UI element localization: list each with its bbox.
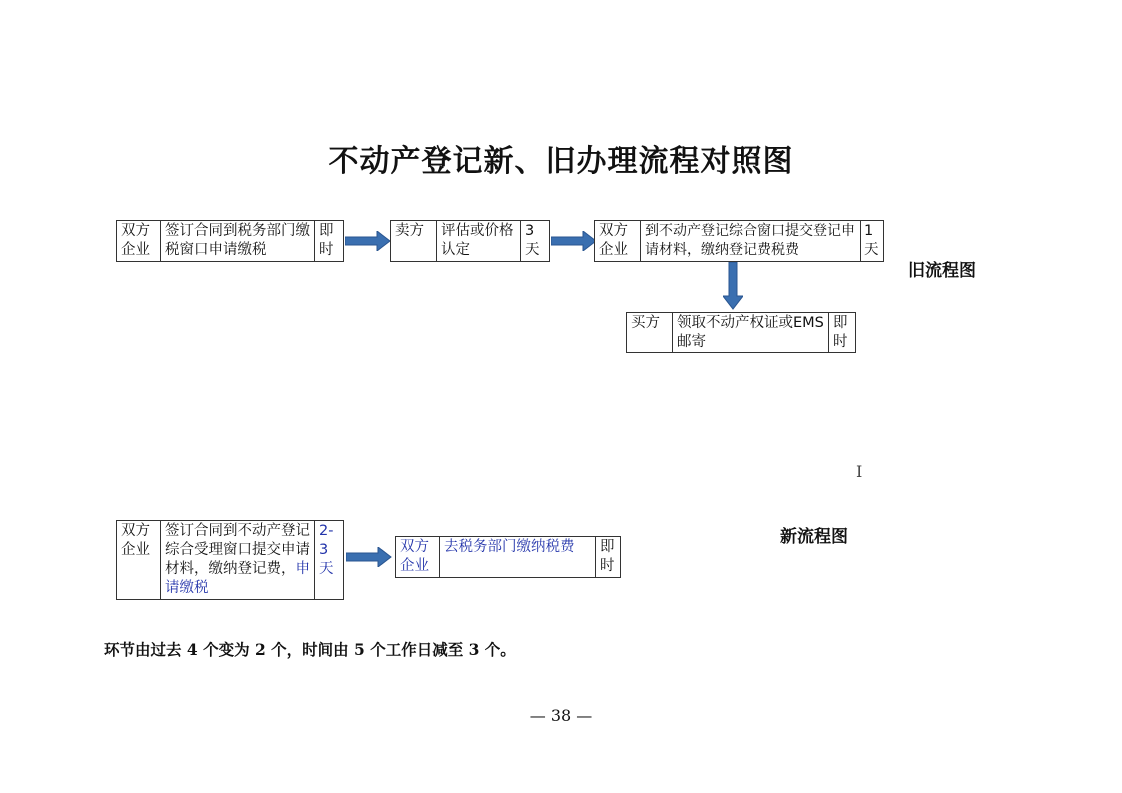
- new-flow-label: 新流程图: [780, 527, 848, 547]
- arrow-right-icon: [345, 231, 391, 251]
- step-time: 3天: [525, 223, 540, 258]
- step-actor: 双方企业: [117, 521, 161, 599]
- arrow-right-icon: [551, 231, 597, 251]
- new-step-2: [395, 536, 621, 578]
- step-time: 1天: [864, 223, 879, 258]
- old-step-2: [390, 220, 550, 262]
- step-action: 到不动产登记综合窗口提交登记申请材料，缴纳登记费税费: [641, 221, 861, 261]
- old-flow-label: 旧流程图: [908, 261, 976, 281]
- step-action: 签订合同到税务部门缴税窗口申请缴税: [161, 221, 315, 261]
- step-actor: 买方: [627, 313, 673, 352]
- step-action-text: 签订合同到不动产登记综合受理窗口提交申请材料，缴纳登记费，: [165, 523, 310, 577]
- step-actor: 双方企业: [117, 221, 161, 261]
- old-step-1: [116, 220, 344, 262]
- step-actor: 卖方: [391, 221, 437, 261]
- page-number: — 38 —: [529, 706, 593, 725]
- step-time: 即时: [319, 223, 334, 258]
- page-title: 不动产登记新、旧办理流程对照图: [328, 144, 794, 179]
- step-actor: 双方企业: [595, 221, 641, 261]
- arrow-right-icon: [346, 547, 392, 567]
- step-action: 领取不动产权证或EMS邮寄: [673, 313, 829, 352]
- step-action: 评估或价格认定: [437, 221, 521, 261]
- step-action: 去税务部门缴纳税费: [440, 537, 596, 577]
- step-time: 即时: [600, 539, 615, 574]
- old-step-3: [594, 220, 884, 262]
- step-time: 2-3天: [319, 523, 334, 577]
- arrow-down-icon: [723, 262, 743, 310]
- new-step-1: [116, 520, 344, 600]
- step-actor: 双方企业: [396, 537, 440, 577]
- step-action-highlight: 申请缴税: [165, 561, 310, 596]
- summary-text: 环节由过去 4 个变为 2 个，时间由 5 个工作日减至 3 个。: [104, 640, 516, 659]
- text-cursor-icon: I: [856, 462, 863, 481]
- step-action: [161, 521, 315, 599]
- old-step-4: [626, 312, 856, 353]
- step-time: 即时: [833, 315, 848, 350]
